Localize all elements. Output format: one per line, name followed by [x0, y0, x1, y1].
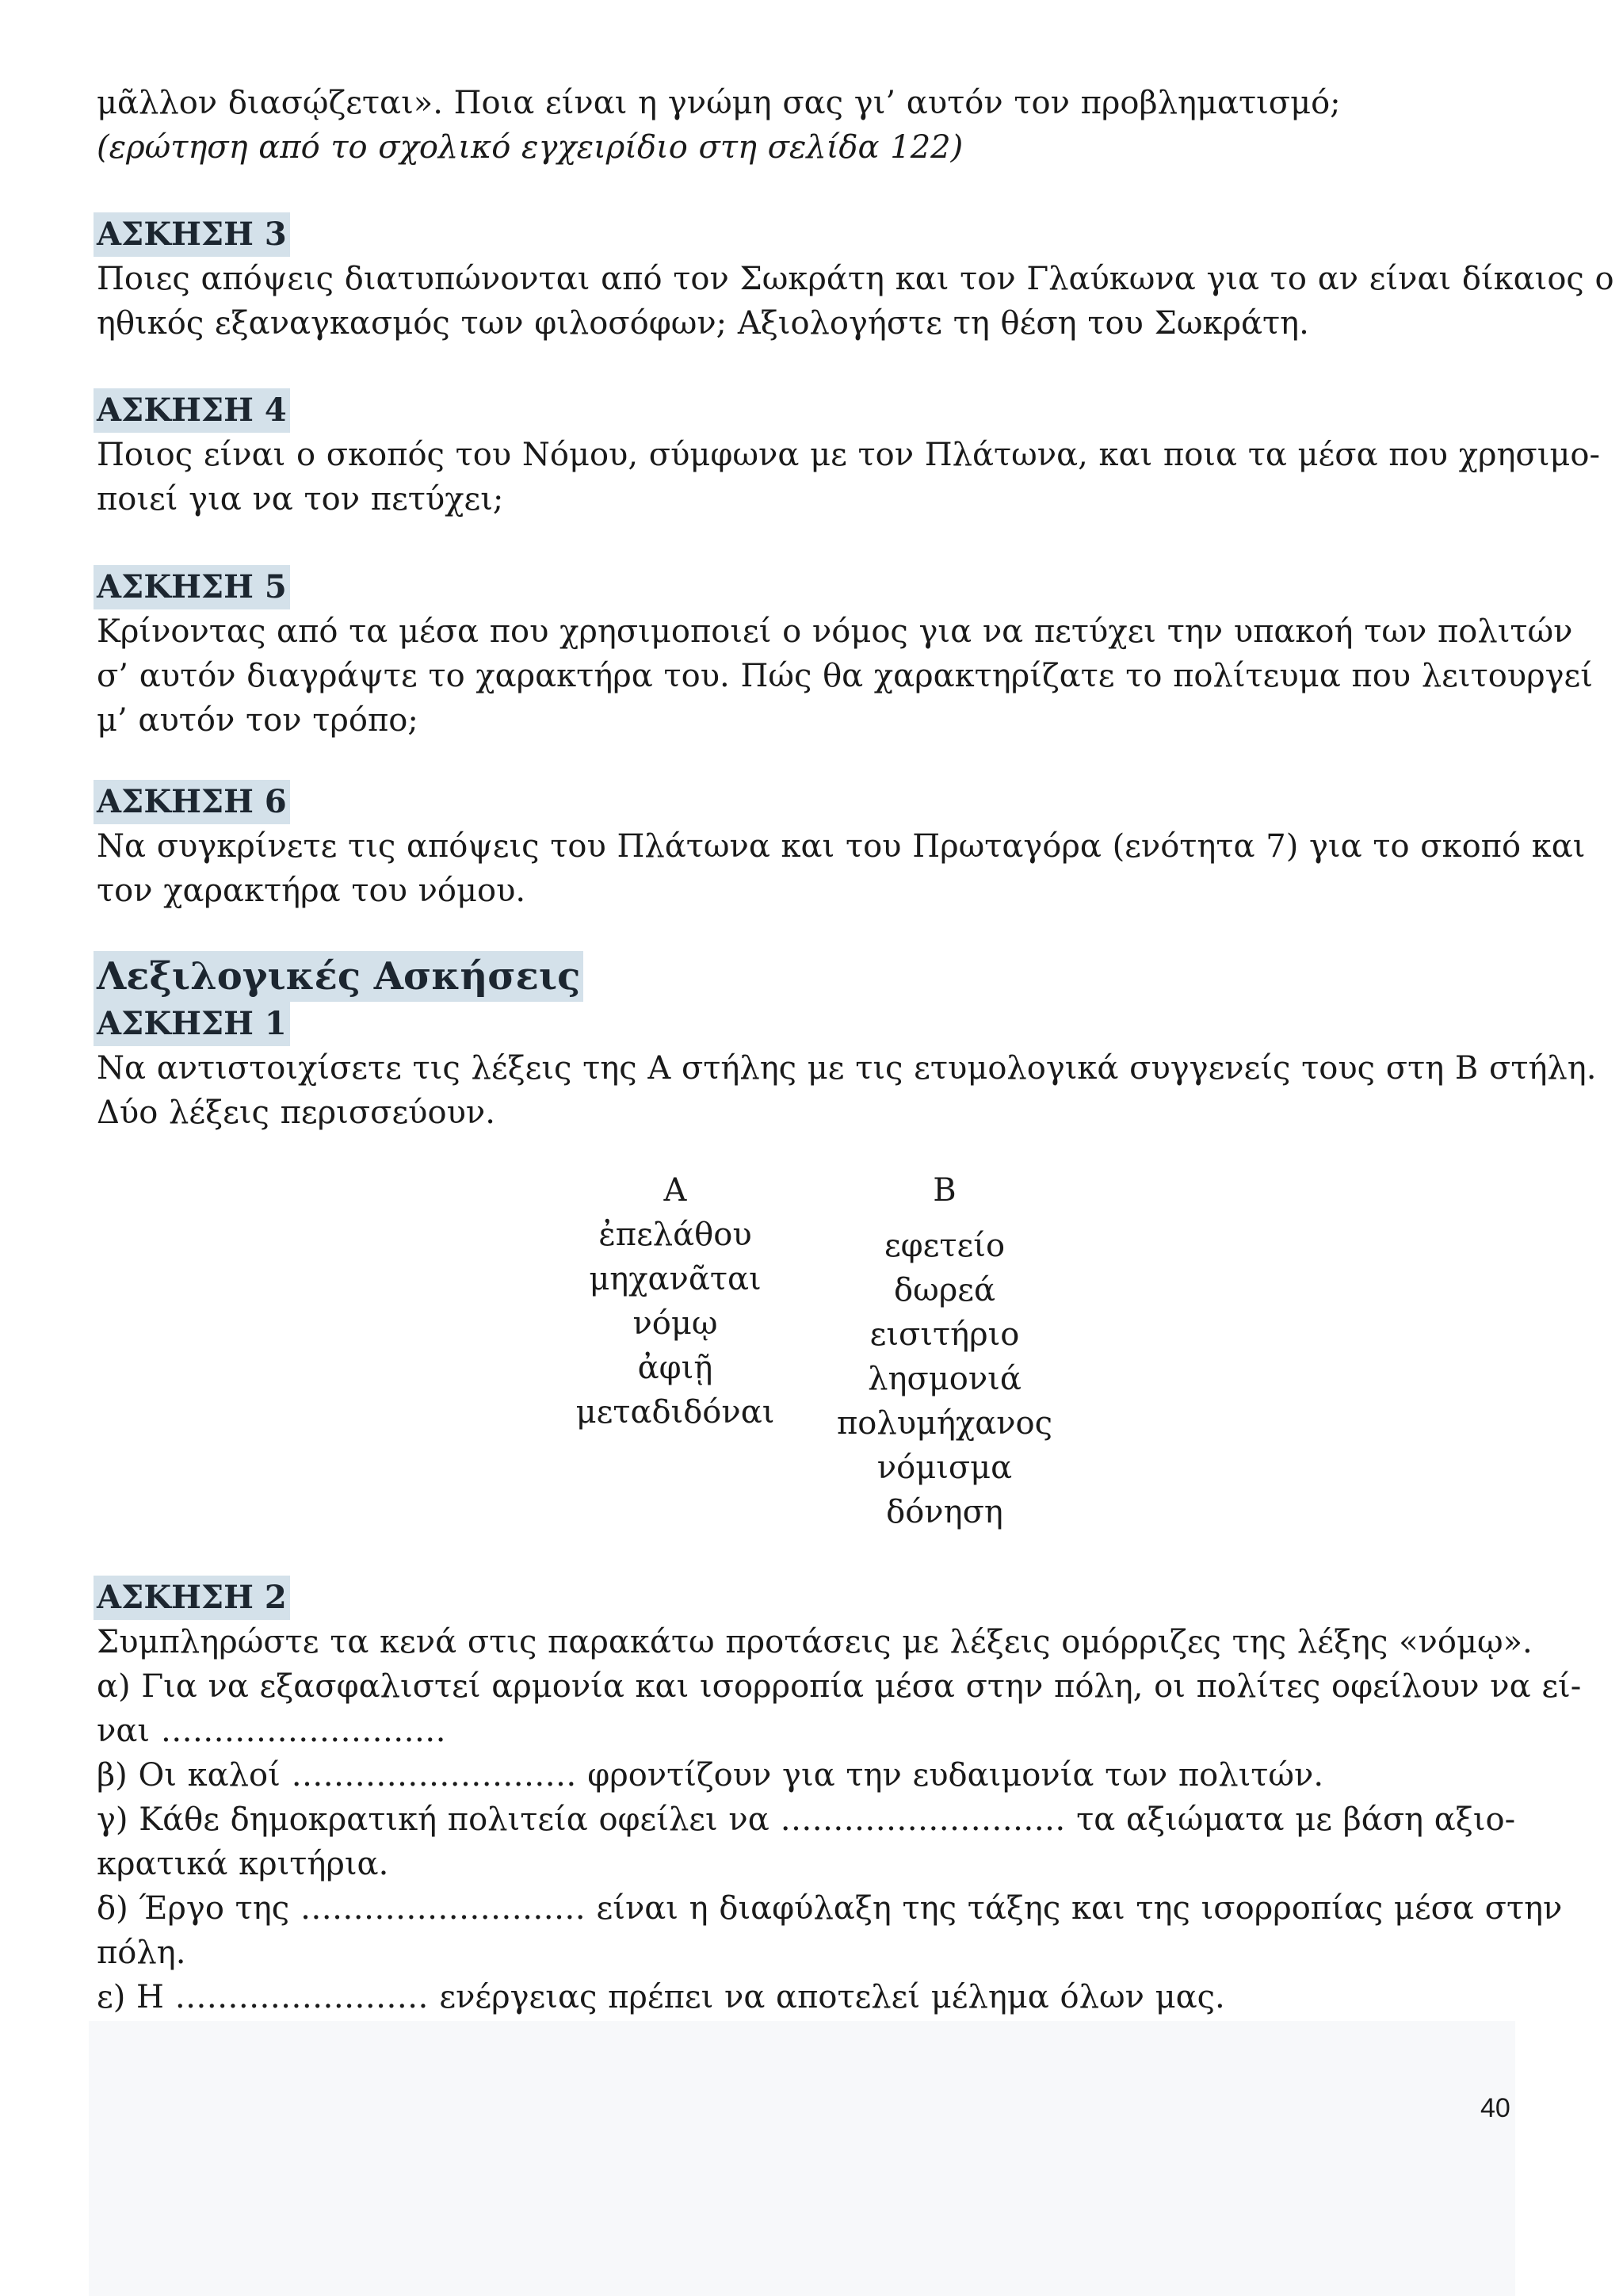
exercise-6-text: Να συγκρίνετε τις απόψεις του Πλάτωνα και του Πρωταγόρα (ενότητα 7) για το σκοπό και [97, 828, 1586, 865]
column-a-word: ἀφιῇ [637, 1350, 713, 1386]
column-b-word: νόμισμα [876, 1450, 1013, 1486]
column-b-header: Β [933, 1172, 957, 1209]
vocabulary-section-title: Λεξιλογικές Ασκήσεις [94, 951, 583, 1002]
column-b-word: εφετείο [884, 1228, 1006, 1264]
page-background-tint [89, 2021, 1515, 2296]
column-b [810, 1168, 1079, 1534]
column-b-word: πολυμήχανος [836, 1405, 1053, 1442]
exercise-3-heading: ΑΣΚΗΣΗ 3 [94, 212, 290, 257]
vocab-exercise-2-text: Συμπληρώστε τα κενά στις παρακάτω προτάσεις με λέξεις ομόρριζες της λέξης «νόμῳ». [97, 1624, 1533, 1660]
exercise-5-text: σ’ αυτόν διαγράψτε το χαρακτήρα του. Πώς θα χαρακτηρίζατε το πολίτευμα που λειτουργεί [97, 658, 1593, 694]
vocab-exercise-1-text: Δύο λέξεις περισσεύουν. [97, 1095, 495, 1131]
column-b-word: λησμονιά [868, 1361, 1022, 1397]
vocab-exercise-2-text: γ) Κάθε δημοκρατική πολιτεία οφείλει να ……………………… τα αξιώματα με βάση αξιο- [97, 1801, 1516, 1838]
column-a-word: νόμῳ [632, 1305, 718, 1342]
column-a [556, 1168, 794, 1435]
vocab-exercise-2-text: δ) Έργο της ……………………… είναι η διαφύλαξη της τάξης και της ισορροπίας μέσα στην [97, 1890, 1563, 1927]
column-b-word: δωρεά [894, 1272, 995, 1308]
exercise-5-text: Κρίνοντας από τα μέσα που χρησιμοποιεί ο νόμος για να πετύχει την υπακοή των πολιτών [97, 613, 1573, 650]
exercise-6-text: τον χαρακτήρα του νόμου. [97, 873, 526, 909]
column-b-word: δόνηση [886, 1494, 1003, 1530]
column-a-header: Α [663, 1172, 687, 1209]
intro-line: μᾶλλον διασῴζεται». Ποια είναι η γνώμη σας γι’ αυτόν τον προβληματισμό; [97, 85, 1341, 121]
exercise-4-heading: ΑΣΚΗΣΗ 4 [94, 388, 290, 433]
column-a-word: μεταδιδόναι [575, 1394, 775, 1431]
exercise-3-text: Ποιες απόψεις διατυπώνονται από τον Σωκράτη και τον Γλαύκωνα για το αν είναι δίκαιος ο [97, 261, 1614, 297]
exercise-5-heading: ΑΣΚΗΣΗ 5 [94, 565, 290, 609]
exercise-5-text: μ’ αυτόν τον τρόπο; [97, 702, 418, 739]
intro-source-note: (ερώτηση από το σχολικό εγχειρίδιο στη σελίδα 122) [97, 129, 964, 166]
column-a-word: ἐπελάθου [598, 1217, 752, 1253]
exercise-6-heading: ΑΣΚΗΣΗ 6 [94, 780, 290, 824]
exercise-4-text: Ποιος είναι ο σκοπός του Νόμου, σύμφωνα με τον Πλάτωνα, και ποια τα μέσα που χρησιμο- [97, 437, 1601, 473]
vocab-exercise-2-text: ναι ……………………… [97, 1713, 446, 1749]
column-a-word: μηχανᾶται [589, 1261, 762, 1297]
vocab-exercise-1-heading: ΑΣΚΗΣΗ 1 [94, 1002, 290, 1046]
vocab-exercise-2-text: β) Οι καλοί ……………………… φροντίζουν για την ευδαιμονία των πολιτών. [97, 1757, 1324, 1794]
vocab-exercise-2-text: ε) Η …………………… ενέργειας πρέπει να αποτελεί μέλημα όλων μας. [97, 1979, 1225, 2015]
exercise-4-text: ποιεί για να τον πετύχει; [97, 481, 504, 518]
vocab-exercise-1-text: Να αντιστοιχίσετε τις λέξεις της Α στήλης με τις ετυμολογικά συγγενείς τους στη Β στήλη. [97, 1050, 1597, 1087]
exercise-3-text: ηθικός εξαναγκασμός των φιλοσόφων; Αξιολογήστε τη θέση του Σωκράτη. [97, 305, 1309, 342]
page-number: 40 [1480, 2093, 1510, 2123]
vocab-exercise-2-text: πόλη. [97, 1935, 186, 1971]
vocab-exercise-2-heading: ΑΣΚΗΣΗ 2 [94, 1576, 290, 1620]
vocab-exercise-2-text: κρατικά κριτήρια. [97, 1846, 389, 1882]
vocab-exercise-2-text: α) Για να εξασφαλιστεί αρμονία και ισορροπία μέσα στην πόλη, οι πολίτες οφείλουν να εί- [97, 1668, 1582, 1705]
column-b-word: εισιτήριο [869, 1316, 1020, 1353]
